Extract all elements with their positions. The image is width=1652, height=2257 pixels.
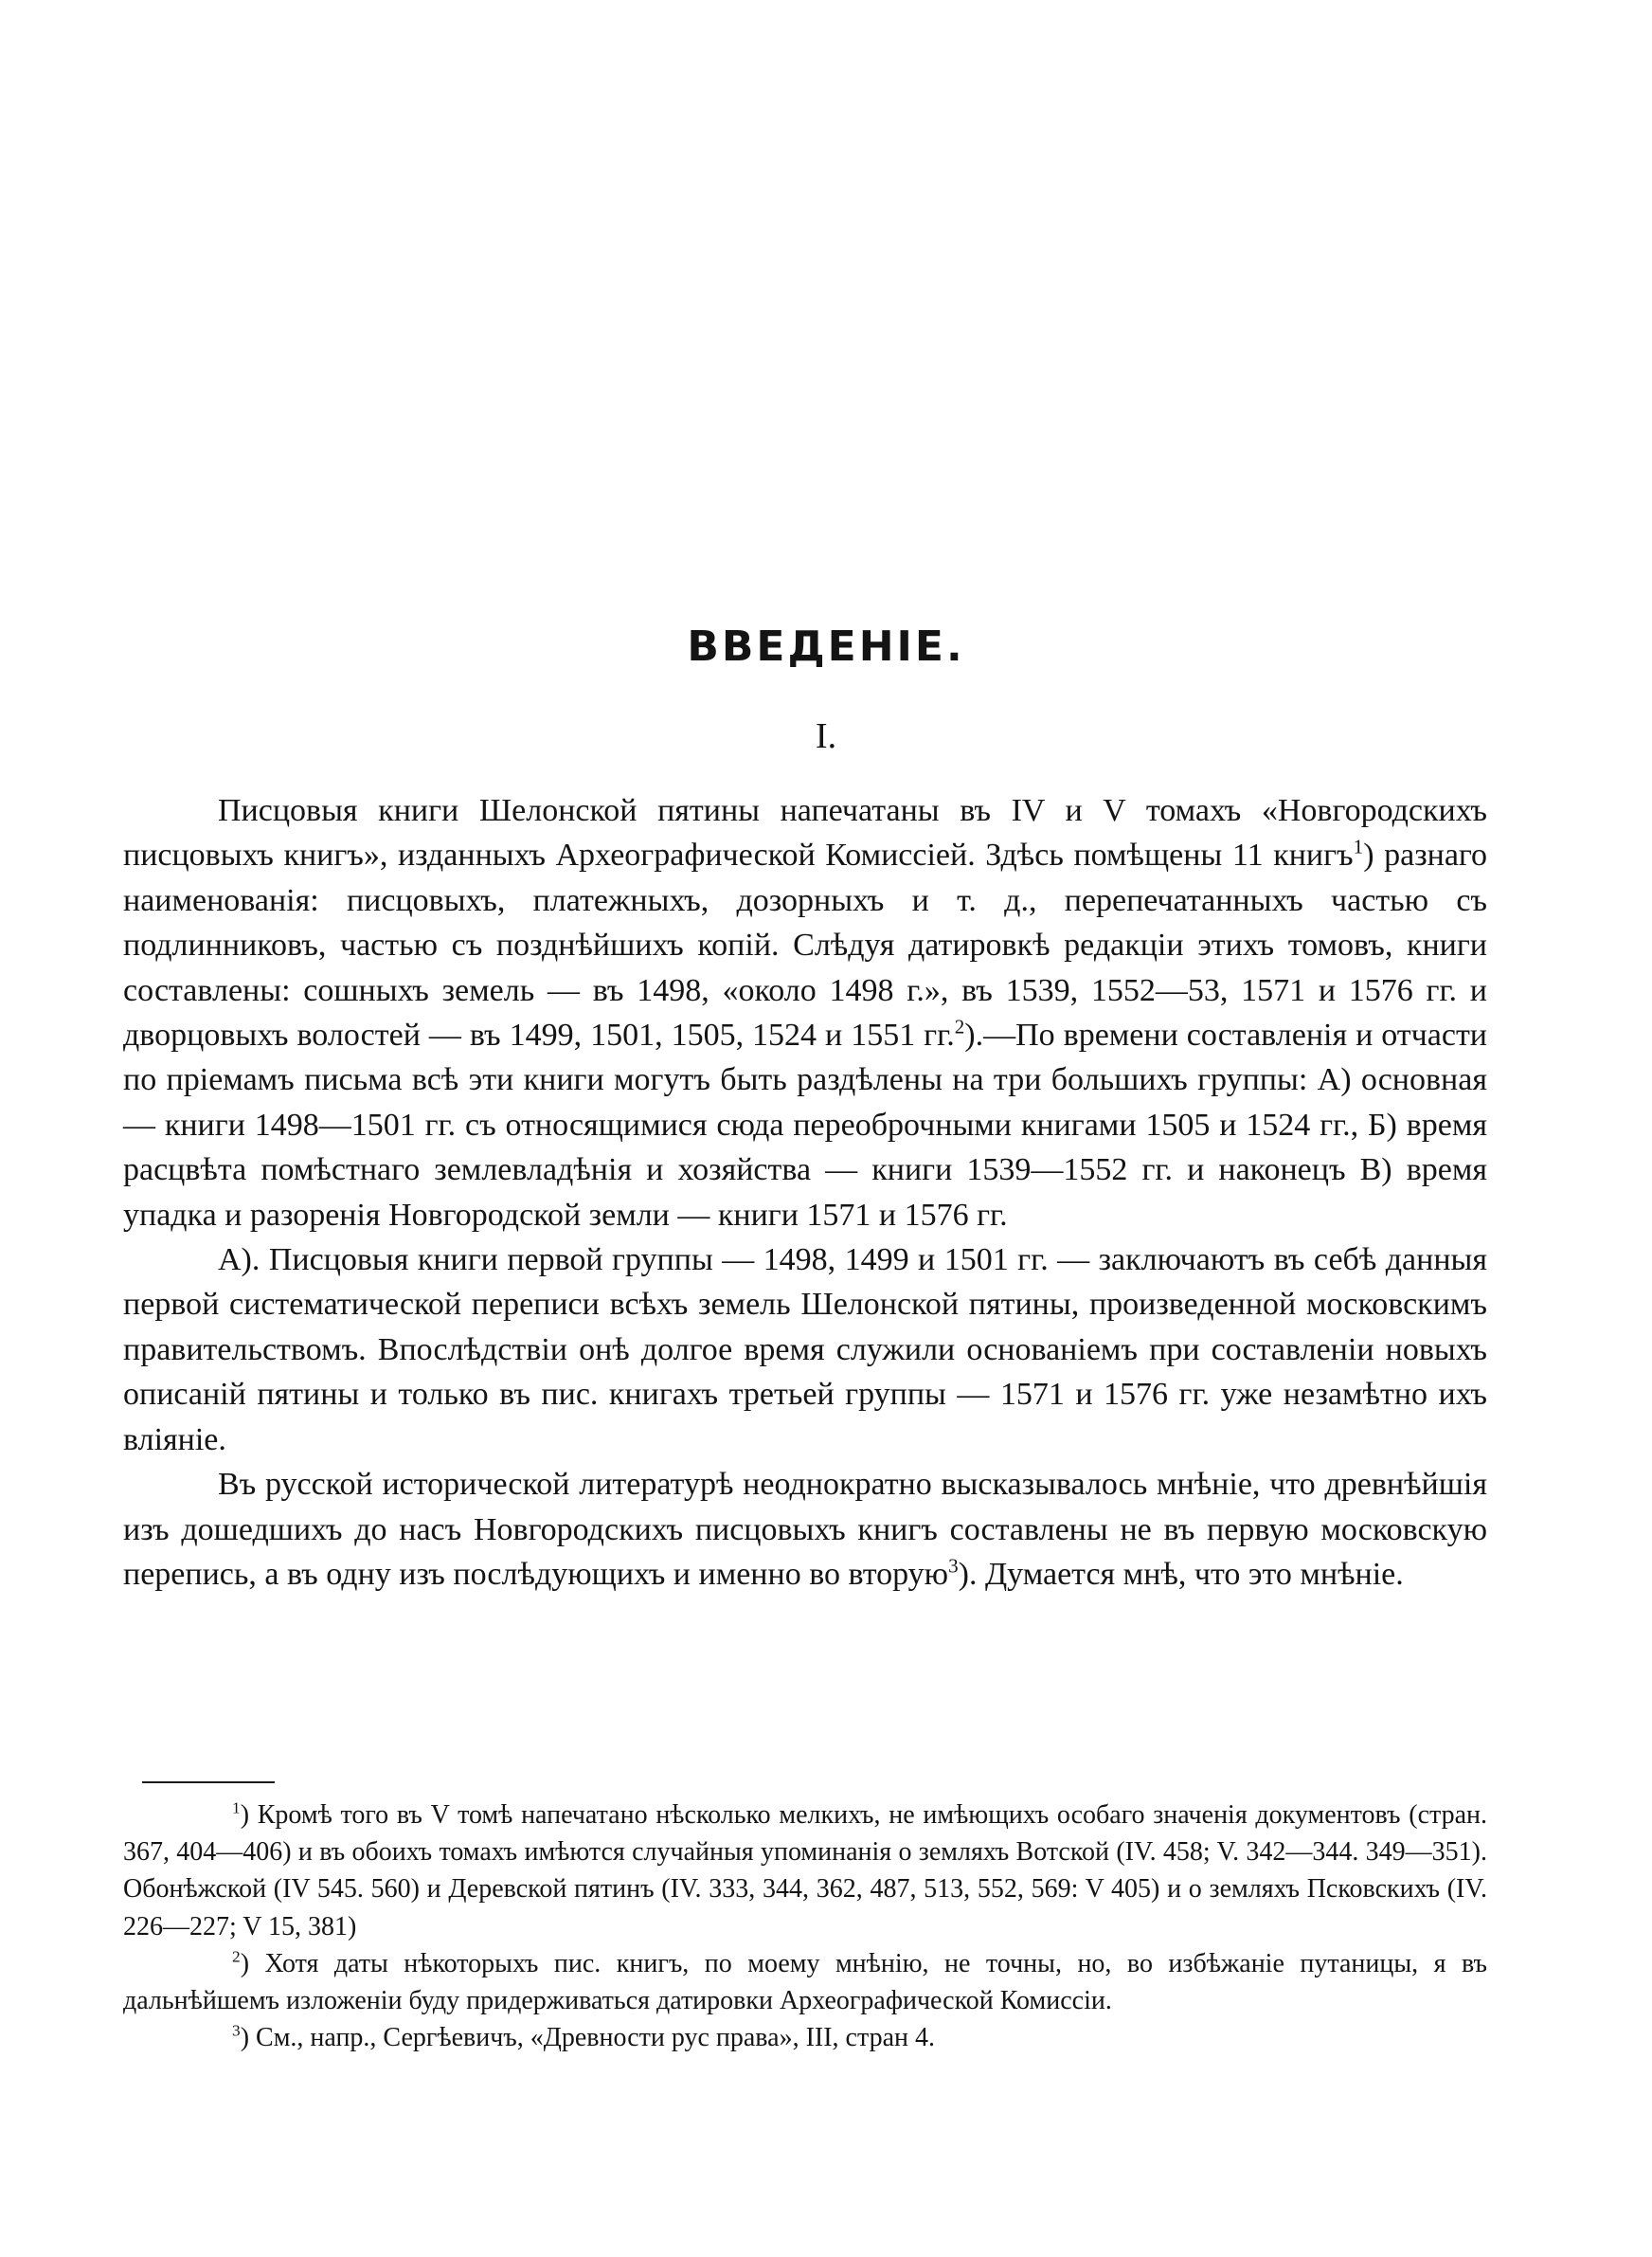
chapter-heading: ВВЕДЕНІЕ. xyxy=(687,623,965,671)
footnote-2 xyxy=(123,1945,1487,2019)
footnote-1-text: ) Кромѣ того въ V томѣ напечатано нѣсколько мелкихъ, не имѣющихъ особаго значенія документовъ (стран. 367, 404—406) и въ обоихъ томахъ имѣются случайныя упоминанія о земляхъ Вотской (IV. 458; V. 342—344. 349—351). Обонѣжской (IV 545. 560) и Деревской пятинъ (IV. 333, 344, 362, 487, 513, 552, 569: V 405) и о земляхъ Псковскихъ (IV. 226—227; V 15, 381) xyxy=(123,1800,1487,1941)
footnotes xyxy=(123,1797,1487,2056)
footnote-ref-2: 2 xyxy=(954,1015,965,1038)
paragraph-1 xyxy=(123,788,1487,1237)
footnote-2-mark: 2 xyxy=(232,1947,241,1966)
footnote-ref-3: 3 xyxy=(948,1554,959,1578)
footnote-ref-1: 1 xyxy=(1353,836,1364,859)
footnote-divider xyxy=(142,1781,275,1783)
paragraph-3-part-1: Въ русской исторической литературѣ неоднократно высказывалось мнѣніе, что древнѣйшія изъ дошедшихъ до насъ Новгородскихъ писцовыхъ книгъ составлены не въ первую московскую перепись, а въ одну изъ послѣдующихъ и именно во вторую xyxy=(123,1467,1487,1592)
footnote-3-text: ) См., напр., Сергѣевичъ, «Древности рус права», III, стран 4. xyxy=(240,2023,935,2053)
body-text xyxy=(123,788,1487,1597)
footnote-3-mark: 3 xyxy=(232,2021,241,2040)
paragraph-3-part-2: ). Думается мнѣ, что это мнѣніе. xyxy=(958,1556,1404,1592)
paragraph-1-part-2: ) разнаго наименованія: писцовыхъ, платежныхъ, дозорныхъ и т. д., перепечатанныхъ частью съ подлинниковъ, частью съ позднѣйшихъ копій. Слѣдуя датировкѣ редакціи этихъ томовъ, книги составлены: сошныхъ земель — въ 1498, «около 1498 г.», въ 1539, 1552—53, 1571 и 1576 гг. и дворцовыхъ волостей — въ 1499, 1501, 1505, 1524 и 1551 гг. xyxy=(123,838,1488,1054)
footnote-1-mark: 1 xyxy=(232,1798,241,1817)
footnote-3 xyxy=(123,2019,1487,2056)
paragraph-1-part-1: Писцовыя книги Шелонской пятины напечатаны въ IV и V томахъ «Новгородскихъ писцовыхъ книгъ», изданныхъ Археографической Комиссіей. Здѣсь помѣщены 11 книгъ xyxy=(123,793,1487,874)
footnote-2-text: ) Хотя даты нѣкоторыхъ пис. книгъ, по моему мнѣнію, не точны, но, во избѣжаніе путаницы, я въ дальнѣйшемъ изложеніи буду придерживаться датировки Археографической Комиссіи. xyxy=(123,1948,1487,2016)
paragraph-1-part-3: ).—По времени составленія и отчасти по пріемамъ письма всѣ эти книги могутъ быть раздѣлены на три большихъ группы: А) основная — книги 1498—1501 гг. съ относящимися сюда переоброчными книгами 1505 и 1524 гг., Б) время расцвѣта помѣстнаго землевладѣнія и хозяйства — книги 1539—1552 гг. и наконецъ В) время упадка и разоренія Новгородской земли — книги 1571 и 1576 гг. xyxy=(123,1018,1488,1233)
paragraph-3 xyxy=(123,1462,1487,1597)
section-number: I. xyxy=(815,716,837,756)
paragraph-2: А). Писцовыя книги первой группы — 1498, 1499 и 1501 гг. — заключаютъ въ себѣ данныя первой систематической переписи всѣхъ земель Шелонской пятины, произведенной московскимъ правительствомъ. Впослѣдствіи онѣ долгое время служили основаніемъ при составленіи новыхъ описаній пятины и только въ пис. книгахъ третьей группы — 1571 и 1576 гг. уже незамѣтно ихъ вліяніе. xyxy=(123,1242,1487,1457)
footnote-1 xyxy=(123,1797,1487,1945)
